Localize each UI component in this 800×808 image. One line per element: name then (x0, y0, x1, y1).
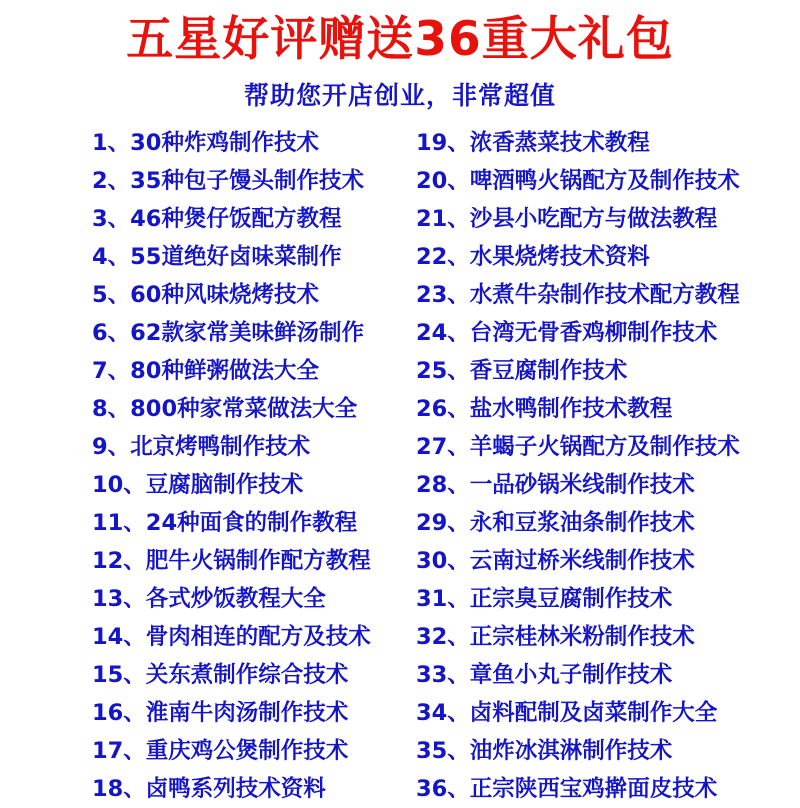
list-item: 25、香豆腐制作技术 (416, 357, 628, 384)
list-item: 7、80种鲜粥做法大全 (92, 357, 319, 384)
list-item: 13、各式炒饭教程大全 (92, 585, 326, 612)
list-item: 6、62款家常美味鲜汤制作 (92, 319, 364, 346)
list-item: 29、永和豆浆油条制作技术 (416, 509, 695, 536)
list-item: 36、正宗陕西宝鸡擀面皮技术 (416, 775, 718, 802)
page-title: 五星好评赠送36重大礼包 (126, 12, 674, 67)
page-subtitle: 帮助您开店创业，非常超值 (243, 80, 556, 110)
list-item: 11、24种面食的制作教程 (92, 509, 358, 536)
list-item: 1、30种炸鸡制作技术 (92, 129, 319, 156)
list-item: 35、油炸冰淇淋制作技术 (416, 737, 673, 764)
list-item: 12、肥牛火锅制作配方教程 (92, 547, 371, 574)
list-item: 21、沙县小吃配方与做法教程 (416, 205, 718, 232)
list-item: 9、北京烤鸭制作技术 (92, 433, 311, 460)
list-item: 16、淮南牛肉汤制作技术 (92, 699, 349, 726)
list-item: 20、啤酒鸭火锅配方及制作技术 (416, 167, 740, 194)
list-item: 2、35种包子馒头制作技术 (92, 167, 364, 194)
list-item: 31、正宗臭豆腐制作技术 (416, 585, 673, 612)
list-item: 28、一品砂锅米线制作技术 (416, 471, 695, 498)
list-item: 34、卤料配制及卤菜制作大全 (416, 699, 718, 726)
list-item: 5、60种风味烧烤技术 (92, 281, 319, 308)
list-item: 18、卤鸭系列技术资料 (92, 775, 326, 802)
list-item: 22、水果烧烤技术资料 (416, 243, 650, 270)
list-item: 23、水煮牛杂制作技术配方教程 (416, 281, 740, 308)
list-item: 10、豆腐脑制作技术 (92, 471, 304, 498)
list-item: 24、台湾无骨香鸡柳制作技术 (416, 319, 718, 346)
list-item: 30、云南过桥米线制作技术 (416, 547, 695, 574)
list-item: 15、关东煮制作综合技术 (92, 661, 349, 688)
list-item: 19、浓香蒸菜技术教程 (416, 129, 650, 156)
gift-list (0, 124, 800, 808)
gift-list-column-left (0, 124, 400, 808)
gift-list-column-right (400, 124, 800, 808)
list-item: 32、正宗桂林米粉制作技术 (416, 623, 695, 650)
list-item: 8、800种家常菜做法大全 (92, 395, 358, 422)
list-item: 27、羊蝎子火锅配方及制作技术 (416, 433, 740, 460)
list-item: 14、骨肉相连的配方及技术 (92, 623, 371, 650)
list-item: 26、盐水鸭制作技术教程 (416, 395, 673, 422)
list-item: 33、章鱼小丸子制作技术 (416, 661, 673, 688)
list-item: 17、重庆鸡公煲制作技术 (92, 737, 349, 764)
list-item: 4、55道绝好卤味菜制作 (92, 243, 342, 270)
list-item: 3、46种煲仔饭配方教程 (92, 205, 342, 232)
